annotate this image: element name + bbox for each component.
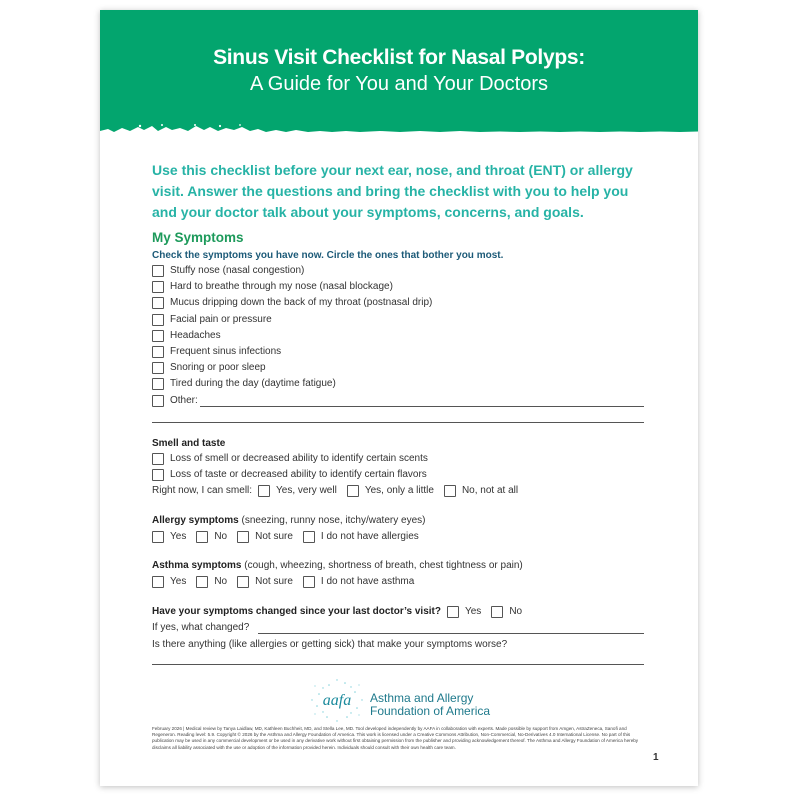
checkbox[interactable]: [152, 265, 164, 277]
smell-label: Loss of taste or decreased ability to identify certain flavors: [170, 469, 427, 480]
page-subtitle: A Guide for You and Your Doctors: [250, 73, 548, 95]
checklist-page: [100, 10, 698, 786]
changes-write-in-line[interactable]: [258, 633, 644, 634]
changes-option-no[interactable]: [491, 606, 522, 618]
logo-wordmark: aafa: [322, 692, 352, 709]
symptom-item[interactable]: [152, 378, 336, 390]
option-label: Yes, very well: [276, 485, 337, 496]
checkbox[interactable]: [152, 453, 164, 465]
org-name-line-2: Foundation of America: [370, 704, 491, 718]
section-heading-my-symptoms: My Symptoms: [152, 230, 244, 245]
symptom-item[interactable]: [152, 330, 221, 342]
symptom-item[interactable]: [152, 297, 432, 309]
checkbox[interactable]: [303, 531, 315, 543]
page-number: 1: [653, 752, 659, 763]
checkbox[interactable]: [447, 606, 459, 618]
asthma-options-row: [152, 576, 424, 588]
allergy-option-not-sure[interactable]: [237, 531, 293, 543]
symptom-item[interactable]: [152, 346, 281, 358]
other-write-in-line[interactable]: [200, 406, 644, 407]
symptom-item[interactable]: [152, 314, 272, 326]
checkbox[interactable]: [444, 485, 456, 497]
option-label: Yes: [170, 576, 187, 587]
option-label: Not sure: [255, 531, 293, 542]
changes-followup-label: If yes, what changed?: [152, 622, 250, 633]
worse-question: Is there anything (like allergies or getting sick) that make your symptoms worse?: [152, 639, 508, 650]
symptom-label: Tired during the day (daytime fatigue): [170, 378, 336, 389]
section-heading-allergy: Allergy symptoms: [152, 515, 239, 526]
allergy-option-yes[interactable]: [152, 531, 186, 543]
allergy-heading-row: [152, 515, 425, 527]
smell-now-prompt: Right now, I can smell:: [152, 485, 253, 496]
symptom-label: Headaches: [170, 330, 221, 341]
aafa-logo-icon: [307, 677, 367, 723]
option-no-not-at-all[interactable]: [444, 485, 518, 497]
checkbox[interactable]: [347, 485, 359, 497]
smell-label: Loss of smell or decreased ability to identify certain scents: [170, 453, 428, 464]
checkbox[interactable]: [152, 297, 164, 309]
checkbox[interactable]: [152, 330, 164, 342]
allergy-detail: (sneezing, runny nose, itchy/watery eyes): [241, 515, 426, 526]
symptom-item[interactable]: [152, 362, 266, 374]
symptom-item[interactable]: [152, 265, 304, 277]
worse-write-in-line[interactable]: [152, 664, 644, 665]
option-label: No, not at all: [461, 485, 519, 496]
symptoms-instruction: Check the symptoms you have now. Circle the ones that bother you most.: [152, 250, 504, 261]
intro-text: Use this checklist before your next ear, nose, and throat (ENT) or allergy visit. Answer the questions and bring the checklist with you to help you and your doctor talk about your symptoms, concerns, and goals.: [152, 162, 633, 220]
changes-question: Have your symptoms changed since your last doctor’s visit?: [152, 606, 441, 617]
symptom-label: Stuffy nose (nasal congestion): [170, 265, 305, 276]
checkbox[interactable]: [303, 576, 315, 588]
symptom-label: Hard to breathe through my nose (nasal blockage): [170, 281, 393, 292]
smell-now-row: [152, 485, 528, 497]
checkbox[interactable]: [237, 576, 249, 588]
checkbox[interactable]: [491, 606, 503, 618]
symptom-label: Snoring or poor sleep: [170, 362, 266, 373]
checkbox[interactable]: [196, 576, 208, 588]
section-heading-asthma: Asthma symptoms: [152, 560, 242, 571]
checkbox[interactable]: [152, 395, 164, 407]
changes-row: [152, 606, 532, 618]
org-name: [370, 692, 490, 718]
option-label: Yes: [170, 531, 187, 542]
option-yes-very-well[interactable]: [258, 485, 337, 497]
checkbox[interactable]: [152, 346, 164, 358]
symptom-label: Facial pain or pressure: [170, 314, 272, 325]
asthma-option-yes[interactable]: [152, 576, 186, 588]
option-label: No: [214, 531, 228, 542]
option-label: I do not have allergies: [320, 531, 419, 542]
header-banner: [100, 10, 698, 136]
checkbox[interactable]: [152, 314, 164, 326]
changes-option-yes[interactable]: [447, 606, 481, 618]
other-write-in-line-2[interactable]: [152, 422, 644, 423]
checkbox[interactable]: [152, 281, 164, 293]
asthma-detail: (cough, wheezing, shortness of breath, chest tightness or pain): [244, 560, 523, 571]
checkbox[interactable]: [152, 576, 164, 588]
smell-item[interactable]: [152, 469, 427, 481]
page-title: Sinus Visit Checklist for Nasal Polyps:: [213, 46, 585, 69]
checkbox[interactable]: [152, 531, 164, 543]
option-label: No: [509, 606, 523, 617]
option-label: Yes, only a little: [364, 485, 434, 496]
allergy-option-no[interactable]: [196, 531, 227, 543]
checkbox[interactable]: [196, 531, 208, 543]
symptom-label: Frequent sinus infections: [170, 346, 282, 357]
symptom-label: Mucus dripping down the back of my throat (postnasal drip): [170, 297, 433, 308]
allergy-options-row: [152, 531, 429, 543]
checkbox[interactable]: [152, 378, 164, 390]
allergy-option-none[interactable]: [303, 531, 419, 543]
checkbox[interactable]: [152, 362, 164, 374]
symptom-item-other[interactable]: [152, 395, 198, 407]
option-label: Not sure: [255, 576, 293, 587]
section-heading-smell-taste: Smell and taste: [152, 438, 226, 449]
org-name-line-1: Asthma and Allergy: [370, 691, 474, 705]
asthma-option-none[interactable]: [303, 576, 414, 588]
checkbox[interactable]: [152, 469, 164, 481]
checkbox[interactable]: [258, 485, 270, 497]
asthma-heading-row: [152, 560, 523, 572]
symptom-label: Other:: [170, 395, 198, 406]
torn-edge-decoration: [100, 122, 698, 138]
option-label: No: [214, 576, 228, 587]
checkbox[interactable]: [237, 531, 249, 543]
option-label: I do not have asthma: [320, 576, 415, 587]
smell-item[interactable]: [152, 453, 428, 465]
fine-print: February 2026 | Medical review by Tanya Laidlaw, MD, Kathleen Buchheit, MD, and Stella Lee, MD. Tool developed independently by AAFA in collaboration with experts. Made possible by support from Amgen, AstraZeneca, Sanofi and Regeneron. Reading level: 5.9. Copyright © 2026 by the Asthma and Allergy Foundation of America. This work is licensed under a Creative Commons Attribution, Non-Commercial, No-Derivatives 4.0 International License. No part of this publication may be used in any commercial development or be used in any derivative work without first obtaining permission from the publisher and providing acknowledgement thereof. The Asthma and Allergy Foundation of America hereby disclaims all liability associated with the use or adoption of the information provided herein. Individuals should consult with their own health care team.: [152, 726, 639, 750]
option-label: Yes: [464, 606, 482, 617]
symptom-item[interactable]: [152, 281, 393, 293]
option-yes-only-a-little[interactable]: [347, 485, 434, 497]
asthma-option-not-sure[interactable]: [237, 576, 293, 588]
asthma-option-no[interactable]: [196, 576, 227, 588]
